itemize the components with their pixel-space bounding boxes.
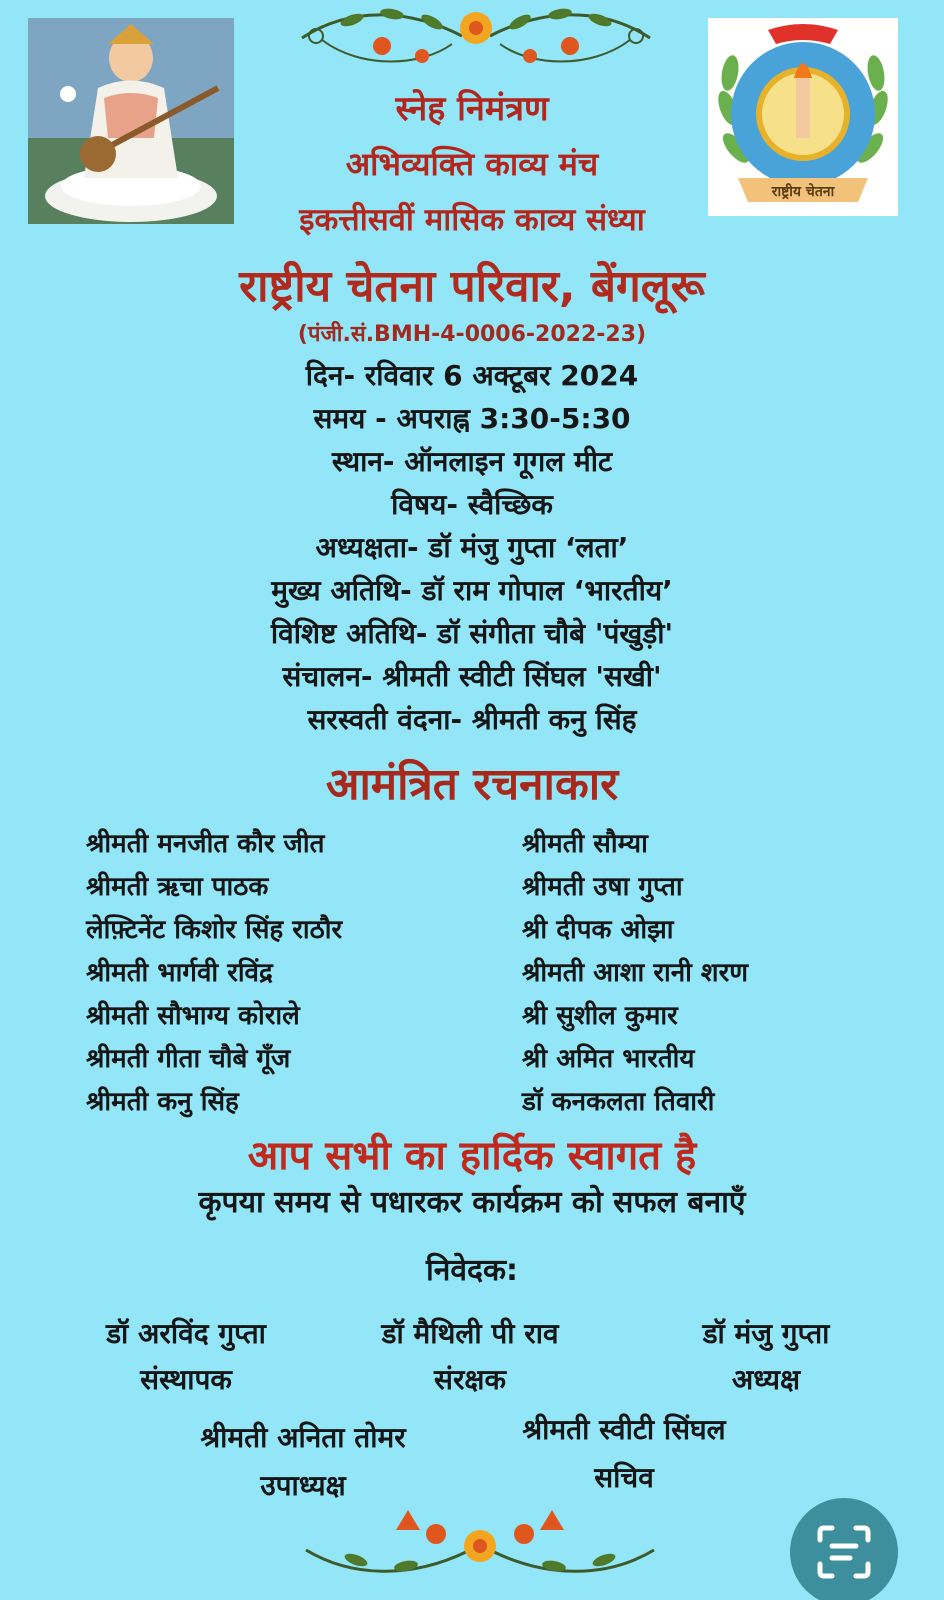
- list-item: श्रीमती सौम्या: [522, 829, 648, 859]
- requester-name: श्रीमती अनिता तोमर: [200, 1421, 406, 1454]
- detail-chair: अध्यक्षता- डॉ मंजु गुप्ता ‘लता’: [315, 531, 629, 564]
- scan-text-button[interactable]: [790, 1498, 898, 1600]
- organization-name: राष्ट्रीय चेतना परिवार, बेंगलूरू: [239, 261, 705, 312]
- list-item: श्रीमती कनु सिंह: [86, 1087, 239, 1117]
- welcome-heading: आप सभी का हार्दिक स्वागत है: [247, 1133, 697, 1179]
- list-item: श्रीमती ऋचा पाठक: [86, 872, 269, 902]
- registration-number: (पंजी.सं.BMH-4-0006-2022-23): [297, 322, 647, 347]
- list-item: श्रीमती मनजीत कौर जीत: [86, 829, 325, 859]
- requester-role: सचिव: [594, 1461, 654, 1494]
- invitation-title: स्नेह निमंत्रण: [395, 89, 549, 129]
- detail-topic: विषय- स्वैच्छिक: [391, 488, 553, 521]
- requester-name: श्रीमती स्वीटी सिंघल: [522, 1413, 726, 1446]
- scan-text-icon: [814, 1522, 874, 1582]
- invited-poets-heading: आमंत्रित रचनाकार: [325, 759, 619, 810]
- detail-special-guest: विशिष्ट अतिथि- डॉ संगीता चौबे 'पंखुड़ी': [270, 617, 674, 650]
- requester-role: अध्यक्ष: [731, 1363, 801, 1396]
- requester-name: डॉ अरविंद गुप्ता: [106, 1317, 266, 1350]
- requester-role: उपाध्यक्ष: [260, 1469, 346, 1502]
- detail-vandana: सरस्वती वंदना- श्रीमती कनु सिंह: [307, 703, 637, 736]
- forum-name: अभिव्यक्ति काव्य मंच: [345, 145, 599, 183]
- requester-role: संरक्षक: [434, 1363, 506, 1396]
- list-item: श्रीमती सौभाग्य कोराले: [86, 1001, 300, 1031]
- list-item: श्री सुशील कुमार: [522, 1001, 678, 1031]
- list-item: श्रीमती गीता चौबे गूँज: [86, 1044, 291, 1074]
- requester-name: डॉ मंजु गुप्ता: [702, 1317, 830, 1350]
- list-item: श्रीमती भार्गवी रविंद्र: [86, 958, 273, 988]
- requesters-heading: निवेदक:: [425, 1253, 519, 1288]
- list-item: लेफ़्टिनेंट किशोर सिंह राठौर: [86, 915, 343, 945]
- event-name: इकत्तीसवीं मासिक काव्य संध्या: [299, 202, 645, 238]
- welcome-subtext: कृपया समय से पधारकर कार्यक्रम को सफल बनाएँ: [198, 1185, 746, 1220]
- floral-ornament-bottom: [296, 1500, 664, 1580]
- floral-ornament-top: [292, 0, 660, 74]
- requester-role: संस्थापक: [140, 1363, 232, 1396]
- detail-date: दिन- रविवार 6 अक्टूबर 2024: [305, 359, 639, 392]
- list-item: श्रीमती आशा रानी शरण: [522, 958, 749, 988]
- detail-venue: स्थान- ऑनलाइन गूगल मीट: [331, 445, 613, 478]
- detail-chief-guest: मुख्य अतिथि- डॉ राम गोपाल ‘भारतीय’: [271, 574, 673, 607]
- detail-time: समय - अपराह्न 3:30-5:30: [313, 402, 631, 435]
- requester-name: डॉ मैथिली पी राव: [381, 1317, 559, 1350]
- detail-host: संचालन- श्रीमती स्वीटी सिंघल 'सखी': [282, 660, 662, 693]
- list-item: डॉ कनकलता तिवारी: [522, 1087, 715, 1117]
- list-item: श्रीमती उषा गुप्ता: [522, 872, 683, 902]
- logo-banner-text: राष्ट्रीय चेतना: [771, 184, 835, 200]
- list-item: श्री अमित भारतीय: [522, 1044, 695, 1074]
- list-item: श्री दीपक ओझा: [522, 915, 674, 945]
